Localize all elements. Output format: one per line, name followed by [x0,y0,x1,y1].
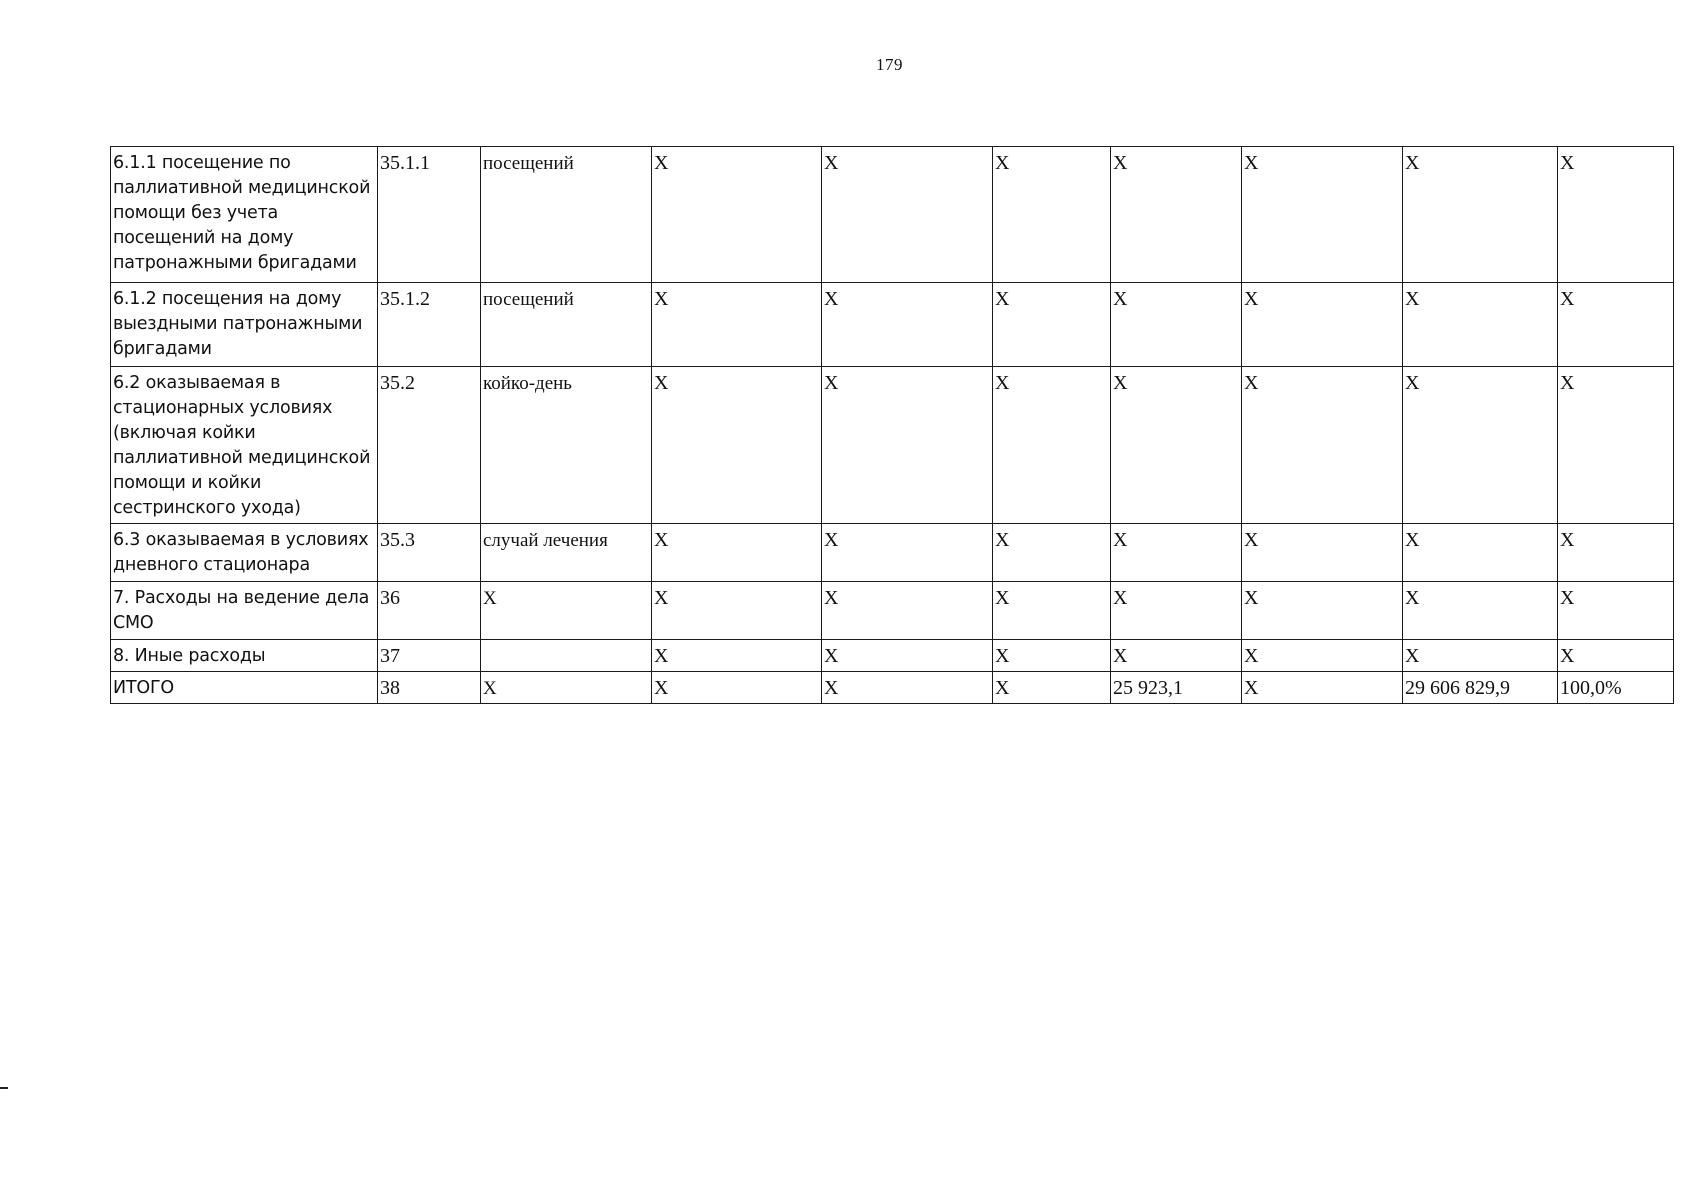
value-cell: X [652,367,822,524]
value-cell: X [1111,147,1242,283]
value-cell: X [1242,367,1403,524]
row-unit: посещений [481,283,652,367]
row-code: 35.3 [378,524,481,582]
value-cell: X [822,640,993,672]
value-cell: X [993,582,1111,640]
value-cell: X [652,582,822,640]
table-row [111,283,1674,367]
row-name: 6.1.2 посещения на дому выездными патронажными бригадами [111,283,378,367]
value-cell: X [993,524,1111,582]
value-cell: X [652,640,822,672]
value-cell: X [993,640,1111,672]
value-cell: X [1403,582,1558,640]
value-cell: X [993,147,1111,283]
value-cell: X [822,367,993,524]
value-cell: X [652,672,822,704]
row-code: 38 [378,672,481,704]
value-cell: X [1242,524,1403,582]
value-cell: X [993,283,1111,367]
value-cell: X [1403,524,1558,582]
table-row [111,672,1674,704]
table-row [111,367,1674,524]
value-cell: X [1242,640,1403,672]
value-cell: X [822,672,993,704]
row-code: 35.2 [378,367,481,524]
value-cell: X [1558,582,1674,640]
value-cell: X [652,524,822,582]
value-cell: X [822,582,993,640]
value-cell: X [1111,582,1242,640]
row-name: 6.3 оказываемая в условиях дневного стационара [111,524,378,582]
value-cell: 100,0% [1558,672,1674,704]
value-cell: X [1242,283,1403,367]
table-row [111,640,1674,672]
value-cell: X [1111,283,1242,367]
value-cell: X [1403,367,1558,524]
row-unit: X [481,672,652,704]
table-row [111,147,1674,283]
row-unit: койко-день [481,367,652,524]
value-cell: X [993,367,1111,524]
value-cell: X [1242,582,1403,640]
expenses-table [110,146,1674,704]
value-cell: X [1558,147,1674,283]
value-cell: X [1111,640,1242,672]
value-cell: X [1111,524,1242,582]
row-unit: X [481,582,652,640]
value-cell: X [1403,640,1558,672]
value-cell: X [822,147,993,283]
row-code: 37 [378,640,481,672]
value-cell: X [1242,147,1403,283]
row-name: 7. Расходы на ведение дела СМО [111,582,378,640]
row-unit [481,640,652,672]
value-cell: X [993,672,1111,704]
page-number: 179 [876,55,903,74]
value-cell: X [1558,367,1674,524]
value-cell: X [652,283,822,367]
table-row [111,582,1674,640]
row-unit: посещений [481,147,652,283]
row-code: 35.1.2 [378,283,481,367]
value-cell: X [822,283,993,367]
row-unit: случай лечения [481,524,652,582]
scan-mark [0,1087,8,1089]
value-cell: 25 923,1 [1111,672,1242,704]
table-row [111,524,1674,582]
value-cell: X [1111,367,1242,524]
value-cell: X [652,147,822,283]
row-name: ИТОГО [111,672,378,704]
value-cell: X [822,524,993,582]
row-code: 35.1.1 [378,147,481,283]
row-name: 6.2 оказываемая в стационарных условиях (включая койки паллиативной медицинской помощи и койки сестринского ухода) [111,367,378,524]
row-name: 8. Иные расходы [111,640,378,672]
row-code: 36 [378,582,481,640]
value-cell: X [1242,672,1403,704]
value-cell: X [1403,283,1558,367]
value-cell: 29 606 829,9 [1403,672,1558,704]
value-cell: X [1403,147,1558,283]
value-cell: X [1558,283,1674,367]
value-cell: X [1558,640,1674,672]
row-name: 6.1.1 посещение по паллиативной медицинской помощи без учета посещений на дому патронажными бригадами [111,147,378,283]
value-cell: X [1558,524,1674,582]
